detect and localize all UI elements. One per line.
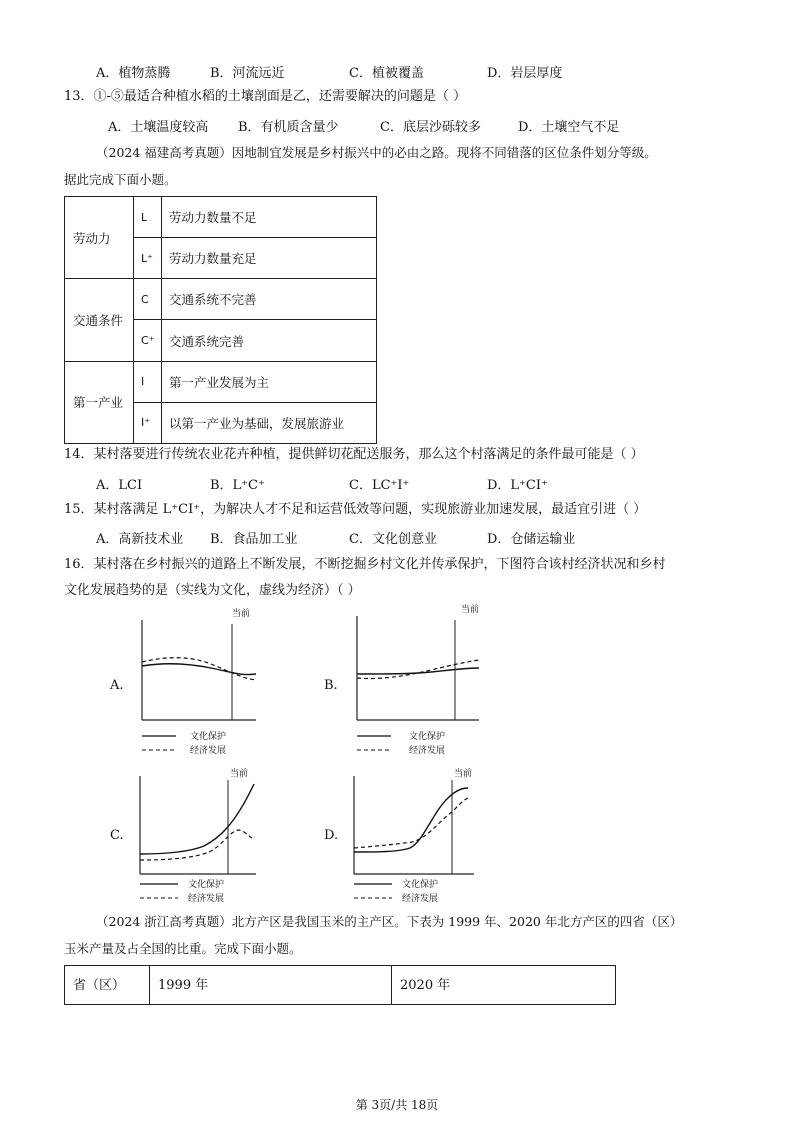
legend-economy-label: 经济发展 [190, 746, 227, 756]
desc-cell: 劳动力数量不足 [162, 197, 377, 238]
code-cell: C [134, 279, 162, 320]
intro-zhejiang-line2: 玉米产量及占全国的比重。完成下面小题。 [64, 941, 302, 956]
desc-cell: 劳动力数量充足 [162, 238, 377, 279]
desc-cell: 交通系统完善 [162, 320, 377, 361]
desc-cell: 以第一产业为基础，发展旅游业 [162, 402, 377, 443]
code-cell: L [134, 197, 162, 238]
q13-stem: 13．①-⑤最适合种植水稻的土壤剖面是乙，还需要解决的问题是（ ） [64, 89, 467, 104]
q12-option-b: B．河流远近 [210, 66, 285, 81]
economy-curve [140, 830, 252, 860]
now-label: 当前 [454, 769, 473, 779]
category-labor: 劳动力 [65, 197, 134, 279]
q13-option-b: B．有机质含量少 [238, 120, 339, 135]
legend-culture-label: 文化保护 [188, 880, 225, 890]
q14-option-b: B．L⁺C⁺ [210, 478, 265, 493]
legend-economy-label: 经济发展 [402, 894, 439, 904]
q16-stem-line2: 文化发展趋势的是（实线为文化，虚线为经济）（ ） [64, 583, 361, 598]
graph-a [136, 609, 266, 760]
culture-curve [140, 784, 254, 854]
legend-economy-label: 经济发展 [188, 894, 225, 904]
code-cell: I [134, 361, 162, 402]
intro-fujian-line2: 据此完成下面小题。 [64, 172, 177, 187]
province-table [64, 965, 616, 1005]
graph-d [348, 769, 482, 912]
graph-b-letter: B. [324, 678, 338, 693]
code-cell: C⁺ [134, 320, 162, 361]
condition-table [64, 196, 377, 444]
legend-culture-label: 文化保护 [409, 732, 446, 742]
code-cell: L⁺ [134, 238, 162, 279]
q12-option-d: D．岩层厚度 [487, 66, 563, 81]
page-footer: 第 3页/共 18页 [355, 1098, 439, 1112]
q13-option-d: D．土壤空气不足 [518, 120, 620, 135]
q16-stem-line1: 16．某村落在乡村振兴的道路上不断发展，不断挖掘乡村文化并传承保护，下图符合该村经济状况和乡村 [64, 557, 666, 572]
q13-option-c: C．底层沙砾较多 [380, 120, 481, 135]
culture-curve [142, 664, 256, 675]
desc-cell: 第一产业发展为主 [162, 361, 377, 402]
now-label: 当前 [461, 605, 480, 615]
culture-curve [357, 668, 479, 674]
header-2020: 2020 年 [392, 966, 616, 1005]
intro-fujian-line1: （2024 福建高考真题）因地制宜发展是乡村振兴中的必由之路。现将不同错落的区位条件划分等级。 [96, 145, 657, 160]
q15-option-c: C．文化创意业 [349, 532, 437, 547]
header-1999: 1999 年 [150, 966, 392, 1005]
q13-option-a: A．土壤温度较高 [108, 120, 209, 135]
graph-c [134, 769, 264, 912]
q15-stem: 15．某村落满足 L⁺CI⁺，为解决人才不足和运营低效等问题，实现旅游业加速发展，最适宜引进（ ） [64, 502, 647, 517]
q14-option-a: A．LCI [96, 478, 143, 493]
economy-curve [354, 798, 468, 848]
category-primary-industry: 第一产业 [65, 361, 134, 443]
intro-zhejiang-line1: （2024 浙江高考真题）北方产区是我国玉米的主产区。下表为 1999 年、2020 年北方产区的四省（区） [96, 914, 683, 929]
code-cell: I⁺ [134, 402, 162, 443]
now-label: 当前 [230, 769, 249, 779]
q14-option-c: C．LC⁺I⁺ [349, 478, 410, 493]
legend-culture-label: 文化保护 [402, 880, 439, 890]
graph-c-letter: C. [110, 828, 124, 843]
graph-a-letter: A. [110, 678, 124, 693]
economy-curve [142, 658, 256, 680]
q14-stem: 14．某村落要进行传统农业花卉种植，提供鲜切花配送服务，那么这个村落满足的条件最可能是（ ） [64, 447, 644, 462]
q12-option-c: C．植被覆盖 [349, 66, 424, 81]
q14-option-d: D．L⁺CI⁺ [487, 478, 548, 493]
q15-option-a: A．高新技术业 [96, 532, 184, 547]
legend-culture-label: 文化保护 [190, 732, 227, 742]
desc-cell: 交通系统不完善 [162, 279, 377, 320]
q12-option-a: A．植物蒸腾 [96, 66, 171, 81]
legend-economy-label: 经济发展 [409, 746, 446, 756]
now-label: 当前 [232, 609, 251, 619]
header-province: 省（区） [65, 966, 150, 1005]
graph-d-letter: D. [324, 828, 339, 843]
category-transport: 交通条件 [65, 279, 134, 361]
q15-option-b: B．食品加工业 [210, 532, 298, 547]
q15-option-d: D．仓储运输业 [487, 532, 576, 547]
graph-b [351, 605, 483, 760]
